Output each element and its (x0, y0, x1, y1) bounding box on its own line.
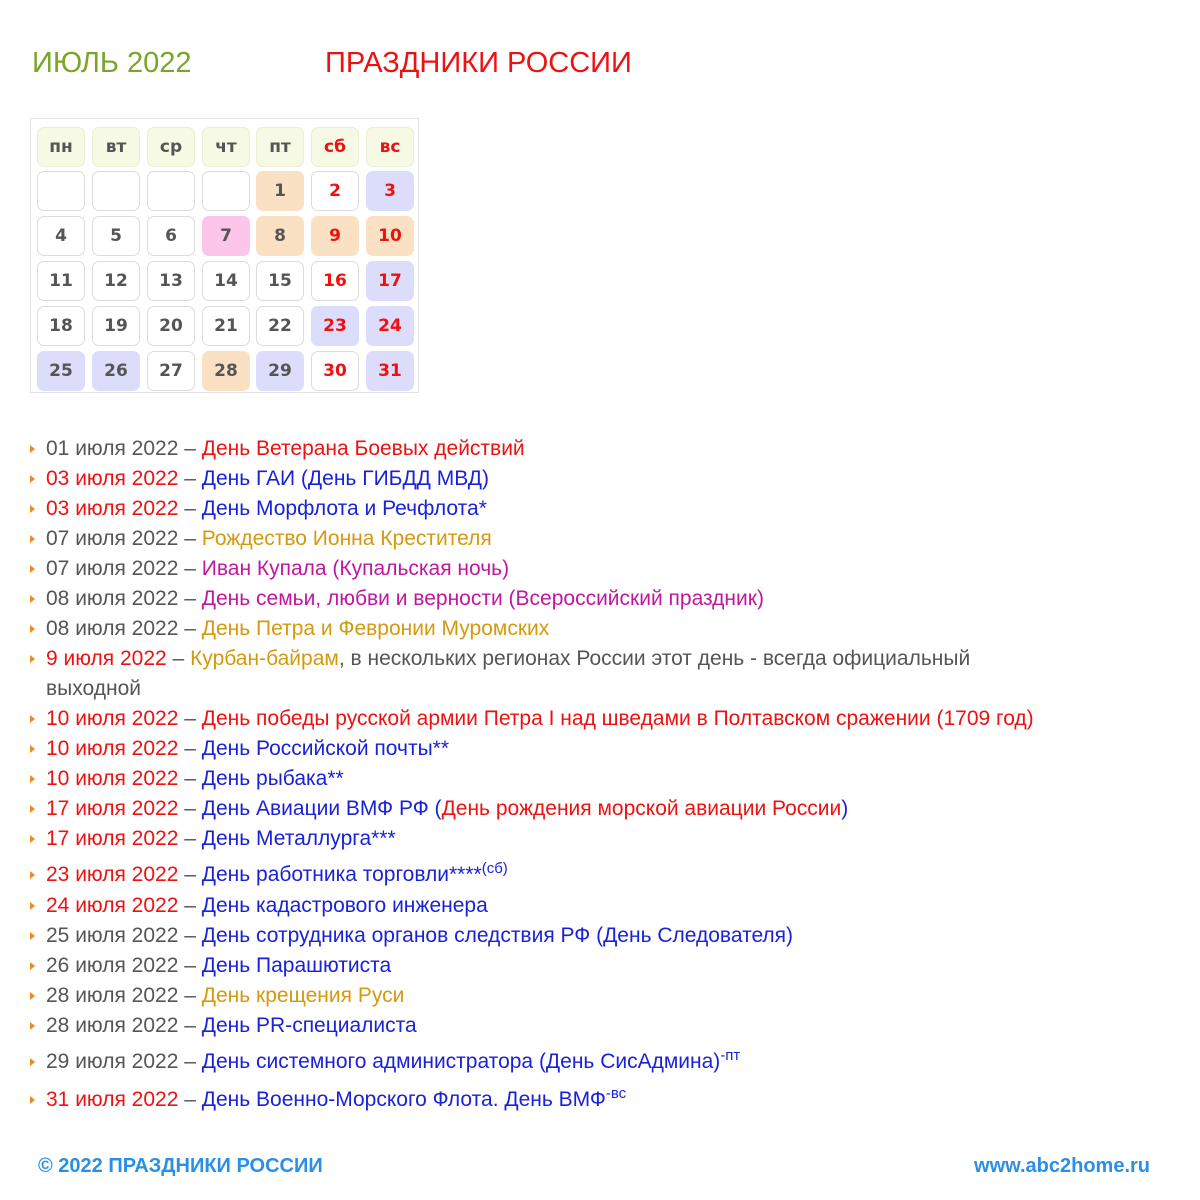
bullet-arrow-icon (30, 655, 35, 663)
calendar-day: 14 (202, 261, 250, 301)
holiday-text: День Военно-Морского Флота. День ВМФ (201, 1088, 606, 1111)
bullet-arrow-icon (30, 992, 35, 1000)
page-title: ПРАЗДНИКИ РОССИИ (325, 47, 632, 79)
bullet-arrow-icon (30, 835, 35, 843)
holiday-date: 08 июля 2022 (46, 587, 179, 610)
holiday-text: День Авиации ВМФ РФ ( (201, 797, 442, 820)
calendar-day: 31 (366, 351, 414, 391)
calendar-day: 29 (256, 351, 304, 391)
bullet-arrow-icon (30, 505, 35, 513)
calendar-day: 13 (147, 261, 195, 301)
holiday-text: День PR-специалиста (201, 1014, 417, 1037)
holiday-text: – (178, 863, 202, 886)
bullet-arrow-icon (30, 775, 35, 783)
holiday-item (46, 584, 764, 614)
calendar-day: 12 (92, 261, 140, 301)
holiday-text: День Парашютиста (201, 954, 392, 977)
holiday-item (46, 860, 508, 890)
holiday-text: Рождество Ионна Крестителя (201, 527, 492, 550)
calendar-day: 11 (37, 261, 85, 301)
holiday-item (46, 434, 525, 464)
holiday-text: Иван Купала (Купальская ночь) (201, 557, 510, 580)
holiday-text: – (178, 797, 202, 820)
holiday-text: – (178, 1088, 202, 1111)
weekday-header: вс (366, 127, 414, 167)
holiday-date: 10 июля 2022 (46, 707, 179, 730)
calendar-day: 8 (256, 216, 304, 256)
holiday-text: День системного администратора (День СисАдмина) (201, 1050, 721, 1073)
holiday-text: День рождения морской авиации России (441, 797, 842, 820)
weekday-header: сб (311, 127, 359, 167)
footer-copyright: © 2022 ПРАЗДНИКИ РОССИИ (38, 1155, 323, 1177)
holiday-text: – (178, 924, 202, 947)
bullet-arrow-icon (30, 715, 35, 723)
bullet-arrow-icon (30, 565, 35, 573)
holiday-item (46, 891, 488, 921)
holiday-item (46, 614, 549, 644)
holiday-text: – (178, 894, 202, 917)
holiday-date: 25 июля 2022 (46, 924, 179, 947)
holiday-text: – (178, 467, 202, 490)
holiday-item (46, 764, 344, 794)
holiday-date: 01 июля 2022 (46, 437, 179, 460)
bullet-arrow-icon (30, 1096, 35, 1104)
calendar-empty-cell (37, 171, 85, 211)
holiday-text: День Морфлота и Речфлота* (201, 497, 487, 520)
holiday-text: – (178, 707, 202, 730)
holiday-item (46, 794, 848, 824)
calendar-empty-cell (202, 171, 250, 211)
holiday-text: – (178, 984, 202, 1007)
holiday-text: – (178, 437, 202, 460)
bullet-arrow-icon (30, 595, 35, 603)
holiday-text: День ГАИ (День ГИБДД МВД) (201, 467, 489, 490)
holiday-date: 29 июля 2022 (46, 1050, 179, 1073)
calendar-day: 6 (147, 216, 195, 256)
weekday-header: пн (37, 127, 85, 167)
calendar-day: 3 (366, 171, 414, 211)
holiday-date: 17 июля 2022 (46, 797, 179, 820)
holiday-item (46, 644, 970, 674)
calendar-day: 2 (311, 171, 359, 211)
holiday-date: 31 июля 2022 (46, 1088, 179, 1111)
holiday-text: (сб) (481, 860, 508, 877)
holiday-item (46, 824, 396, 854)
holiday-item (46, 921, 793, 951)
bullet-arrow-icon (30, 932, 35, 940)
holiday-date: 08 июля 2022 (46, 617, 179, 640)
holiday-text: , в нескольких регионах России этот день - всегда официальный (338, 647, 971, 670)
holiday-text: День Ветерана Боевых действий (201, 437, 525, 460)
holiday-text: – (178, 497, 202, 520)
bullet-arrow-icon (30, 1058, 35, 1066)
calendar-day: 10 (366, 216, 414, 256)
calendar-day: 20 (147, 306, 195, 346)
holiday-item (46, 494, 487, 524)
calendar-day: 30 (311, 351, 359, 391)
holiday-text: – (178, 767, 202, 790)
holiday-date: 10 июля 2022 (46, 737, 179, 760)
bullet-arrow-icon (30, 902, 35, 910)
calendar-empty-cell (147, 171, 195, 211)
bullet-arrow-icon (30, 445, 35, 453)
holiday-text: – (178, 737, 202, 760)
calendar-day: 25 (37, 351, 85, 391)
holiday-text: День рыбака** (201, 767, 344, 790)
bullet-arrow-icon (30, 745, 35, 753)
calendar-empty-cell (92, 171, 140, 211)
holiday-text: -пт (720, 1047, 741, 1064)
holiday-text: День победы русской армии Петра I над шведами в Полтавском сражении (1709 год) (201, 707, 1034, 730)
calendar-day: 15 (256, 261, 304, 301)
holiday-item (46, 524, 492, 554)
holiday-text: – (178, 1014, 202, 1037)
calendar-day: 18 (37, 306, 85, 346)
calendar-day: 4 (37, 216, 85, 256)
holiday-text: -вс (605, 1085, 627, 1102)
calendar-day: 9 (311, 216, 359, 256)
holiday-text: День Петра и Февронии Муромских (201, 617, 550, 640)
holiday-item (46, 464, 489, 494)
holiday-date: 07 июля 2022 (46, 527, 179, 550)
bullet-arrow-icon (30, 805, 35, 813)
holiday-text: – (178, 1050, 202, 1073)
holiday-text: – (166, 647, 191, 670)
holiday-text: День кадастрового инженера (201, 894, 488, 917)
calendar-day: 5 (92, 216, 140, 256)
holiday-text: – (178, 827, 202, 850)
holiday-date: 9 июля 2022 (46, 647, 167, 670)
holiday-item (46, 981, 404, 1011)
holiday-item (46, 1011, 417, 1041)
calendar-day: 7 (202, 216, 250, 256)
month-title: ИЮЛЬ 2022 (32, 47, 192, 79)
holiday-text: Курбан-байрам (190, 647, 339, 670)
calendar-day: 19 (92, 306, 140, 346)
holiday-text: – (178, 954, 202, 977)
holiday-text: День сотрудника органов следствия РФ (День Следователя) (201, 924, 794, 947)
holiday-text: ) (841, 797, 849, 820)
holiday-date: 28 июля 2022 (46, 984, 179, 1007)
calendar-day: 16 (311, 261, 359, 301)
holiday-item (46, 704, 1034, 734)
bullet-arrow-icon (30, 535, 35, 543)
holiday-text: – (178, 557, 202, 580)
holiday-item-continuation (46, 674, 141, 704)
holiday-date: 23 июля 2022 (46, 863, 179, 886)
holiday-date: 17 июля 2022 (46, 827, 179, 850)
weekday-header: пт (256, 127, 304, 167)
holiday-date: 03 июля 2022 (46, 497, 179, 520)
weekday-header: чт (202, 127, 250, 167)
weekday-header: ср (147, 127, 195, 167)
holiday-date: 28 июля 2022 (46, 1014, 179, 1037)
holiday-text: выходной (46, 677, 141, 700)
holiday-date: 07 июля 2022 (46, 557, 179, 580)
holiday-item (46, 734, 449, 764)
calendar-day: 23 (311, 306, 359, 346)
bullet-arrow-icon (30, 1022, 35, 1030)
holiday-text: День крещения Руси (201, 984, 405, 1007)
holiday-item (46, 1047, 740, 1077)
footer-site-link[interactable]: www.abc2home.ru (974, 1155, 1150, 1177)
weekday-header: вт (92, 127, 140, 167)
bullet-arrow-icon (30, 962, 35, 970)
calendar-day: 21 (202, 306, 250, 346)
bullet-arrow-icon (30, 871, 35, 879)
calendar-day: 17 (366, 261, 414, 301)
holiday-text: День Российской почты** (201, 737, 450, 760)
holiday-text: – (178, 587, 202, 610)
calendar-day: 26 (92, 351, 140, 391)
bullet-arrow-icon (30, 625, 35, 633)
holiday-date: 26 июля 2022 (46, 954, 179, 977)
holiday-text: День семьи, любви и верности (Всероссийский праздник) (201, 587, 764, 610)
holiday-text: – (178, 527, 202, 550)
calendar-day: 27 (147, 351, 195, 391)
holiday-item (46, 554, 509, 584)
holiday-item (46, 1085, 626, 1115)
calendar-day: 22 (256, 306, 304, 346)
holiday-text: День работника торговли**** (201, 863, 482, 886)
holiday-text: – (178, 617, 202, 640)
holiday-text: День Металлурга*** (201, 827, 396, 850)
calendar-day: 1 (256, 171, 304, 211)
calendar-day: 24 (366, 306, 414, 346)
holiday-date: 24 июля 2022 (46, 894, 179, 917)
calendar-day: 28 (202, 351, 250, 391)
holiday-date: 03 июля 2022 (46, 467, 179, 490)
holiday-date: 10 июля 2022 (46, 767, 179, 790)
bullet-arrow-icon (30, 475, 35, 483)
holiday-item (46, 951, 391, 981)
month-calendar (30, 118, 419, 393)
